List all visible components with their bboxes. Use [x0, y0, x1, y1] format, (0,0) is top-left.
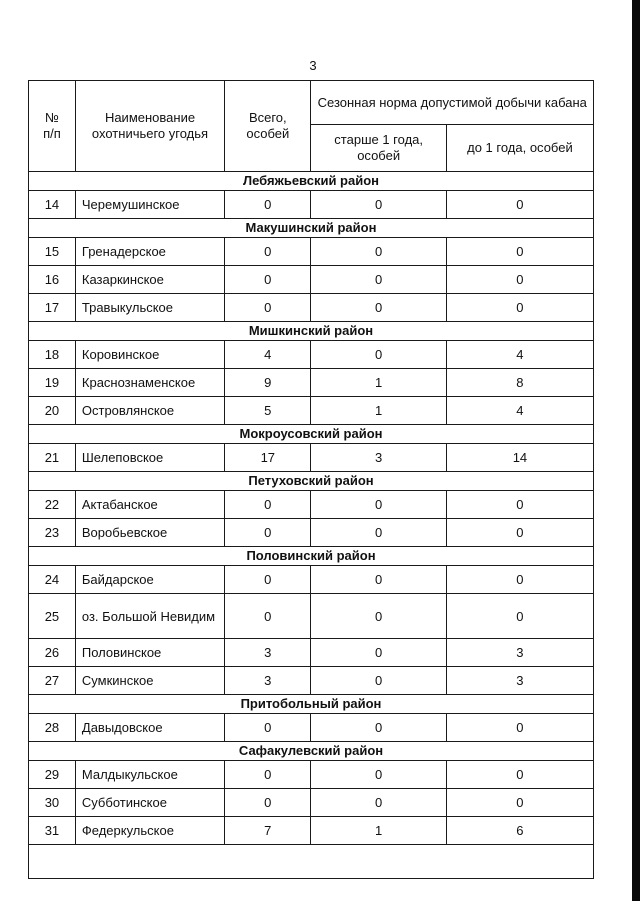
row-name: Островлянское [75, 397, 224, 425]
district-row [29, 172, 594, 191]
district-name: Макушинский район [29, 219, 594, 238]
row-total: 3 [225, 667, 311, 695]
table-row [29, 789, 594, 817]
row-name: Казаркинское [75, 266, 224, 294]
row-total: 0 [225, 714, 311, 742]
row-number: 28 [29, 714, 76, 742]
row-older: 0 [311, 667, 446, 695]
row-young: 6 [446, 817, 593, 845]
row-older: 1 [311, 369, 446, 397]
row-older: 3 [311, 444, 446, 472]
row-number: 14 [29, 191, 76, 219]
table-row [29, 491, 594, 519]
row-number: 31 [29, 817, 76, 845]
row-name: Сумкинское [75, 667, 224, 695]
row-older: 0 [311, 566, 446, 594]
row-name: Половинское [75, 639, 224, 667]
district-row [29, 742, 594, 761]
table-row [29, 639, 594, 667]
row-number: 24 [29, 566, 76, 594]
district-name: Сафакулевский район [29, 742, 594, 761]
row-name: Гренадерское [75, 238, 224, 266]
district-row [29, 219, 594, 238]
header-total: Всего, особей [225, 81, 311, 172]
header-name: Наименование охотничьего угодья [75, 81, 224, 172]
row-total: 5 [225, 397, 311, 425]
row-name: оз. Большой Невидим [75, 594, 224, 639]
district-name: Мишкинский район [29, 322, 594, 341]
row-older: 0 [311, 714, 446, 742]
table-row [29, 397, 594, 425]
row-total: 3 [225, 639, 311, 667]
row-older: 0 [311, 266, 446, 294]
row-young: 0 [446, 266, 593, 294]
row-young: 0 [446, 714, 593, 742]
district-name: Половинский район [29, 547, 594, 566]
row-young: 8 [446, 369, 593, 397]
row-total: 0 [225, 761, 311, 789]
row-number: 21 [29, 444, 76, 472]
row-total: 0 [225, 191, 311, 219]
row-number: 20 [29, 397, 76, 425]
row-total: 9 [225, 369, 311, 397]
district-row [29, 695, 594, 714]
row-young: 4 [446, 341, 593, 369]
table-row [29, 294, 594, 322]
table-row [29, 761, 594, 789]
row-number: 23 [29, 519, 76, 547]
table-row [29, 594, 594, 639]
row-young: 0 [446, 294, 593, 322]
row-number: 15 [29, 238, 76, 266]
district-row [29, 425, 594, 444]
row-name: Воробьевское [75, 519, 224, 547]
row-total: 0 [225, 566, 311, 594]
row-name: Травыкульское [75, 294, 224, 322]
row-older: 0 [311, 594, 446, 639]
row-older: 0 [311, 761, 446, 789]
table-row [29, 566, 594, 594]
row-name: Черемушинское [75, 191, 224, 219]
row-older: 0 [311, 238, 446, 266]
row-number: 29 [29, 761, 76, 789]
table-row [29, 444, 594, 472]
row-total: 17 [225, 444, 311, 472]
page-number: 3 [309, 58, 317, 73]
header-older: старше 1 года, особей [311, 125, 446, 172]
hunting-quota-table [28, 80, 594, 879]
row-name: Актабанское [75, 491, 224, 519]
row-number: 19 [29, 369, 76, 397]
row-total: 4 [225, 341, 311, 369]
row-young: 0 [446, 191, 593, 219]
row-total: 0 [225, 294, 311, 322]
row-number: 17 [29, 294, 76, 322]
district-row [29, 322, 594, 341]
row-older: 0 [311, 294, 446, 322]
row-total: 0 [225, 789, 311, 817]
header-young: до 1 года, особей [446, 125, 593, 172]
table-row [29, 714, 594, 742]
table-row [29, 519, 594, 547]
row-number: 25 [29, 594, 76, 639]
row-name: Федеркульское [75, 817, 224, 845]
row-young: 0 [446, 238, 593, 266]
row-older: 0 [311, 639, 446, 667]
table-row [29, 667, 594, 695]
header-num: № п/п [29, 81, 76, 172]
table-body [29, 172, 594, 879]
row-number: 18 [29, 341, 76, 369]
row-older: 0 [311, 789, 446, 817]
row-number: 27 [29, 667, 76, 695]
row-older: 0 [311, 519, 446, 547]
row-young: 0 [446, 491, 593, 519]
row-young: 0 [446, 519, 593, 547]
row-number: 26 [29, 639, 76, 667]
row-name: Коровинское [75, 341, 224, 369]
table-row [29, 266, 594, 294]
row-number: 16 [29, 266, 76, 294]
table-row [29, 341, 594, 369]
table-row [29, 369, 594, 397]
row-older: 1 [311, 397, 446, 425]
row-name: Малдыкульское [75, 761, 224, 789]
row-name: Байдарское [75, 566, 224, 594]
row-older: 0 [311, 191, 446, 219]
row-young: 3 [446, 667, 593, 695]
empty-cell [29, 845, 594, 879]
row-name: Краснознаменское [75, 369, 224, 397]
row-number: 22 [29, 491, 76, 519]
row-young: 0 [446, 789, 593, 817]
header-season: Сезонная норма допустимой добычи кабана [311, 81, 594, 125]
row-young: 4 [446, 397, 593, 425]
row-young: 0 [446, 761, 593, 789]
row-number: 30 [29, 789, 76, 817]
district-name: Петуховский район [29, 472, 594, 491]
district-name: Лебяжьевский район [29, 172, 594, 191]
row-older: 0 [311, 341, 446, 369]
table-row [29, 817, 594, 845]
row-older: 1 [311, 817, 446, 845]
row-name: Субботинское [75, 789, 224, 817]
row-young: 0 [446, 594, 593, 639]
table-row [29, 191, 594, 219]
district-row [29, 547, 594, 566]
row-name: Шелеповское [75, 444, 224, 472]
row-total: 7 [225, 817, 311, 845]
district-name: Притобольный район [29, 695, 594, 714]
table-row [29, 238, 594, 266]
scan-edge-shadow [632, 0, 640, 901]
row-total: 0 [225, 491, 311, 519]
row-total: 0 [225, 266, 311, 294]
row-young: 3 [446, 639, 593, 667]
row-total: 0 [225, 594, 311, 639]
empty-row [29, 845, 594, 879]
district-name: Мокроусовский район [29, 425, 594, 444]
row-young: 0 [446, 566, 593, 594]
row-name: Давыдовское [75, 714, 224, 742]
row-older: 0 [311, 491, 446, 519]
row-total: 0 [225, 519, 311, 547]
row-young: 14 [446, 444, 593, 472]
district-row [29, 472, 594, 491]
row-total: 0 [225, 238, 311, 266]
